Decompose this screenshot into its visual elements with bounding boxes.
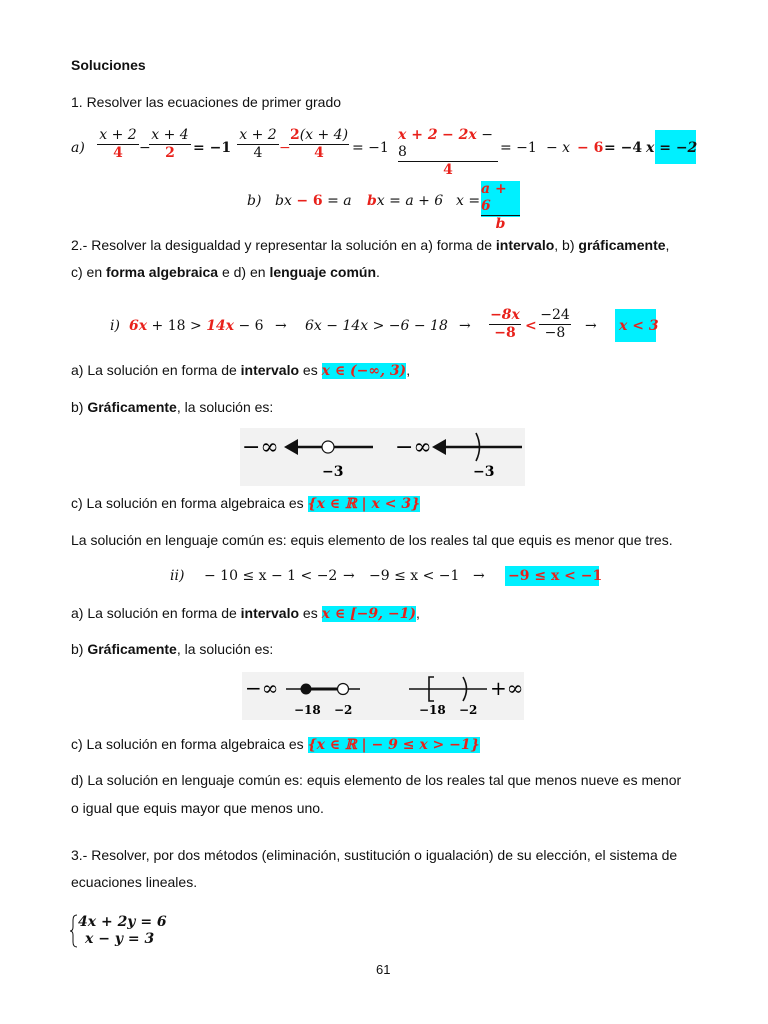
- number-line-graph-ii: [242, 672, 524, 720]
- term-red: b: [367, 193, 377, 209]
- question-3-title-line1: 3.- Resolver, por dos métodos (eliminación, sustitución o igualación) de su elección, el sistema de: [71, 847, 678, 863]
- term: bx: [275, 193, 292, 209]
- system-equation-2: x − y = 3: [85, 931, 155, 947]
- minus-sign: −: [279, 140, 291, 156]
- tick-label: −3: [322, 464, 344, 480]
- page-number: 61: [376, 962, 391, 977]
- solution-interval-ii: a) La solución en forma de intervalo es x ∈ [−9, −1),: [71, 605, 420, 622]
- term: = a: [327, 193, 352, 209]
- equals-value: = −1: [500, 140, 537, 156]
- term: x = a + 6: [376, 193, 444, 209]
- arrow: →: [585, 318, 597, 334]
- step: 6x − 14x > −6 − 18: [305, 318, 448, 334]
- result-i: x < 3: [619, 318, 659, 334]
- solution-language-i: La solución en lenguaje común es: equis elemento de los reales tal que equis es menor que tres.: [71, 532, 673, 548]
- fraction: −24 −8: [540, 307, 570, 341]
- minus-sign: −: [139, 140, 151, 156]
- tick-label: −2: [459, 703, 478, 717]
- solution-algebraic-ii: c) La solución en forma algebraica es {x ∈ ℝ | − 9 ≤ x > −1}: [71, 736, 480, 753]
- solution-language-ii-line1: d) La solución en lenguaje común es: equis elemento de los reales tal que menos nueve es menor: [71, 772, 682, 788]
- question-2-title-line2: c) en forma algebraica e d) en lenguaje común.: [71, 264, 380, 280]
- open-point-icon: [322, 441, 334, 453]
- fraction: x + 2 4: [237, 127, 279, 162]
- fraction: x + 4 2: [149, 127, 191, 162]
- tick-label: −3: [473, 464, 495, 480]
- x-equals: x =: [456, 193, 481, 209]
- open-point-icon: [338, 684, 349, 695]
- number-line-graph-i: [240, 428, 525, 486]
- term-red: − 6: [296, 193, 323, 209]
- solution-interval-i: a) La solución en forma de intervalo es x ∈ (−∞, 3),: [71, 362, 411, 379]
- item-label-i: i): [110, 318, 120, 334]
- tick-label: −18: [294, 703, 321, 717]
- fraction: x + 2 4: [97, 127, 139, 162]
- equals-value: = −1: [352, 140, 389, 156]
- arrow: →: [275, 318, 287, 334]
- fraction: x + 2 − 2x − 8 4: [398, 127, 498, 179]
- result-ii: −9 ≤ x < −1: [508, 568, 603, 584]
- minus-infinity-label: −∞: [245, 676, 279, 700]
- closed-point-icon: [301, 684, 312, 695]
- arrow: →: [473, 568, 485, 584]
- page-heading: Soluciones: [71, 57, 146, 73]
- solution-algebraic-i: c) La solución en forma algebraica es {x ∈ ℝ | x < 3}: [71, 495, 421, 512]
- arrow: →: [343, 568, 355, 584]
- question-1-title: 1. Resolver las ecuaciones de primer grado: [71, 94, 342, 110]
- item-label-b: b): [247, 193, 262, 209]
- question-2-title-line1: 2.- Resolver la desigualdad y representar la solución en a) forma de intervalo, b) gráficamente,: [71, 237, 670, 253]
- less-than: <: [525, 318, 537, 334]
- step-equals: = −4: [604, 140, 643, 156]
- equals-value: = −1: [193, 140, 232, 156]
- result-1a: x = −2: [646, 140, 698, 156]
- arrow: →: [459, 318, 471, 334]
- fraction: −8x −8: [490, 307, 520, 341]
- left-brace-icon: [70, 914, 78, 948]
- tick-label: −18: [419, 703, 446, 717]
- item-label-ii: ii): [170, 568, 185, 584]
- step: − 10 ≤ x − 1 < −2: [204, 568, 338, 584]
- solution-language-ii-line2: o igual que equis mayor que menos uno.: [71, 800, 324, 816]
- minus-infinity-label: −∞: [395, 435, 432, 460]
- step-term-red: − 6: [577, 140, 604, 156]
- fraction: 2(x + 4) 4: [289, 127, 349, 161]
- item-label-a: a): [71, 140, 85, 156]
- tick-label: −2: [334, 703, 353, 717]
- solution-graph-label-i: b) Gráficamente, la solución es:: [71, 399, 274, 415]
- step-term: − x: [546, 140, 571, 156]
- solution-graph-label-ii: b) Gráficamente, la solución es:: [71, 641, 274, 657]
- result-1b-fraction: a + 6 b: [481, 181, 520, 233]
- plus-infinity-label: +∞: [490, 676, 524, 700]
- step: −9 ≤ x < −1: [369, 568, 460, 584]
- system-equation-1: 4x + 2y = 6: [78, 914, 167, 930]
- question-3-title-line2: ecuaciones lineales.: [71, 874, 198, 890]
- minus-infinity-label: −∞: [242, 435, 279, 460]
